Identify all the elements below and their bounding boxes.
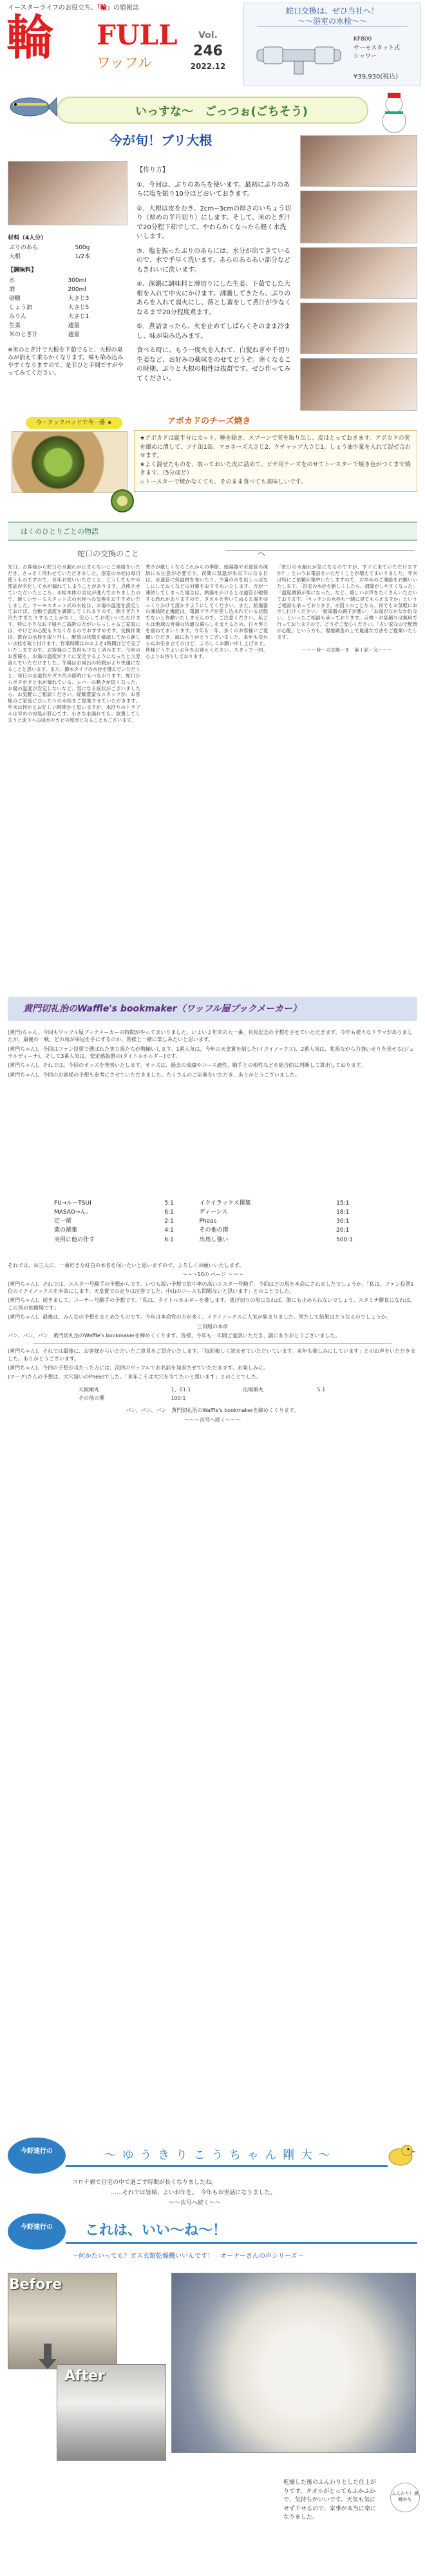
result-table (77, 1385, 348, 1404)
odds-value-a: 6:1 (164, 1209, 174, 1216)
ingredient-name: 大根 (9, 254, 21, 261)
story-left-text: 先日、お客様から蛇口の水漏れが止まらないとご連絡をいただき、さっそく伺わせていただきました。浴室の水栓は毎日使うものですので、長年お使いいただくと、どうしても中の部品が劣化して水が漏れてしまうことがあります。点検させていただいたところ、水栓本体の劣化が進んでおりましたので、新しいサーモスタット式の水栓への交換をおすすめいたしました。サーモスタット式の水栓は、お湯の温度を設定しておけば、自動で温度を調節してくれますので、熱すぎたり冷たすぎたりすることがなく、安心してお使いいただけます。特に小さなお子様やご高齢の方がいらっしゃるご家庭には、やけどの心配も少なくなるのでおすすめです。交換作業は、既存の水栓を取り外し、配管の状態を確認してから新しい水栓を取り付けます。作業時間はおおよそ1時間ほどで完了いたしますので、お客様のご負担も少なく済みます。今回のお客様も、お湯の温度がすぐに安定するようになったと大変喜んでいただけました。冬場はお風呂の時間がより快適になることと思います。また、節水タイプの水栓を選んでいただくと、毎日の水道代やガス代の節約にもつながります。蛇口からポタポタと水が漏れている、レバーの動きが固くなった、お湯の温度が安定しないなど、気になる症状がございましたら、お気軽にご相談ください。経験豊富なスタッフが、お客様のご家庭にぴったりの水栓をご提案させていただきます。年末は何かとお忙しい時期かと思いますが、水回りのトラブルは早めの対処が肝心です。小さな水漏れでも、放置してしまうと床下への浸水やカビの原因となることもございます。 (8, 564, 140, 724)
recipe-photo-1 (300, 135, 417, 187)
bookmaker-intro (8, 1029, 417, 1080)
imano-line-3: ～～次号へ続く～～ (169, 2200, 222, 2206)
ginger-name: 生姜 (9, 323, 21, 330)
ad-title: 蛇口交換は、ぜひ当社へ！ (285, 6, 379, 15)
imano-underline (66, 2242, 417, 2244)
result-label-2: 出場順丸 (243, 1386, 264, 1393)
odds-name-a: MASAO→ん。 (54, 1209, 92, 1216)
story-column-right (277, 564, 417, 989)
odds-name-a: 定一撰 (54, 1218, 72, 1225)
step-2: ②．大根は皮をむき、2cm~3cmの厚さのいちょう切り（厚めの半月切り）にします。そして、米のとぎ汁で20分程下茹でして、やわらかくなったら軽く水洗いします。 (137, 205, 292, 240)
story-middle-text: 寒さが厳しくなるこれからの季節、給湯器や水道管の凍結にも注意が必要です。夜間に気温が氷点下になる日は、水道管に保温材を巻いたり、少量の水を出しっぱなしにしておくなどの対策をおすすめいたします。万が一凍結してしまった場合は、熱湯をかけると水道管が破裂する恐れがありますので、タオルを巻いてぬるま湯をゆっくりかけて溶かすようにしてください。また、給湯器の凍結防止機能は、電源プラグが差し込まれている状態でないと作動いたしませんので、ご注意ください。私どもは地域の皆様の快適な暮らしを支えるため、日々努力を重ねてまいります。今年も一年、多くのお客様にご愛顧いただき、誠にありがとうございました。来年も変わらぬお引き立てのほど、よろしくお願い申し上げます。皆様どうぞよいお年をお迎えください。スタッフ一同、心よりお待ちしております。 (146, 564, 268, 659)
bookmaker-para-8: (黄門ちゃん)、最後は、みんなの予想をまとめたものです。今年は本命党の方が多く、イクイノックスに人気が集まりました。果たして結果はどうなるのでしょうか。 (8, 1314, 392, 1321)
seasoning-row (8, 285, 111, 294)
odds-value-a: 6:1 (164, 1236, 174, 1243)
result-row (79, 1395, 346, 1402)
bookmaker-para-10: (黄門ちゃん)、それでは最後に、お客様からいただいたご意見をご紹介いたします。「毎回楽しく読ませていただいています。来年も楽しみにしています」とのお声をいただきました。ありがとうございます。 (8, 1348, 415, 1362)
ingredient-amount: 500g (75, 245, 90, 252)
ad-spec (354, 35, 400, 62)
logo-kana: ワッフル (97, 55, 153, 71)
bookmaker-para-7: (黄門ちゃん)、続きまして、コーナー号騎手の予想です。「私は、タイトルホルダーを推します。逃げ切りの形になれば、誰にも止められないでしょう。スタミナ勝負になれば、この馬の独壇場です」 (8, 1297, 415, 1311)
odds-row (52, 1217, 386, 1226)
odds-value-b: 18:1 (336, 1209, 350, 1216)
imano-banner (66, 2144, 388, 2167)
seasoning-table (8, 276, 111, 340)
bookmaker-closing-2: ～～～次号へ続く～～～ (184, 1416, 241, 1423)
header (0, 0, 425, 90)
ginger-row (8, 321, 111, 330)
logo-full: FULL (97, 19, 178, 51)
ad-price: ¥39,930(税込) (354, 73, 399, 80)
odds-row (52, 1208, 386, 1217)
seasoning-name: みりん (9, 314, 27, 321)
snowman-icon (375, 90, 413, 135)
odds-value-a: 2:1 (164, 1218, 174, 1225)
odds-name-b: ディーシス (199, 1209, 228, 1216)
recipe-photo-4 (300, 303, 417, 354)
ad-subtitle: ～～浴室の水栓～～ (257, 16, 408, 27)
avocado-tag: 今・クックパッドで今一番 ★ (26, 417, 122, 429)
bookmaker-para-9: パン、パン、パン 黄門切礼治のWaffle's bookmakerを締めくくります。皆様、今年も一年間ご愛読いただき、誠にありがとうございました。 (8, 1332, 341, 1339)
fish-icon (6, 90, 58, 124)
result-value-2 (317, 1395, 346, 1402)
tagline-prefix: イースターライフのお役立ち、 (8, 5, 97, 12)
odds-value-b: 30:1 (336, 1218, 350, 1225)
avocado-line-1: ★アボカドは縦半分にカット。種を除き、スプーンで実を取り出し、皮はとっておきます。アボカドの実を細めに潰して、ツナ缶1缶、マヨネーズ大さじ2、ケチャップ大さじ1、しょう油少量を入れて混ぜ合わせます。 (140, 435, 411, 459)
bookmaker-odds-note-2: ～～～10の ページ ～～～ (182, 1272, 243, 1278)
imano-line-2: ……それでは皆様、よいお年を。 今年もお世話になりました。 (111, 2190, 276, 2196)
result-row (79, 1386, 346, 1393)
before-label: Before (9, 2277, 62, 2293)
imano-badge-2: 今野達行の (8, 2214, 66, 2250)
ingredients-table (8, 243, 111, 261)
vol-number: 246 (193, 42, 223, 59)
ingredient-name: ぶりのあら (9, 245, 39, 252)
imano-banner-text: ～ ゆ う き り こ う ち ゃ ん 剛 大 ～ (104, 2148, 332, 2162)
seasoning-amount: 300ml (68, 277, 86, 284)
towel-photo (171, 2273, 416, 2453)
bookmaker-para-5: それでは、お三人に、一番好きな紅白の本名を伺いたいと思いますので、よろしくお願いいたします。 (8, 1263, 245, 1268)
rice-water-name: 米のとぎ汁 (9, 332, 39, 339)
faucet-icon (250, 30, 347, 82)
odds-name-a: 菓の撰集 (54, 1227, 78, 1234)
step-serving: 食べる時に、もう一度火を入れて、白髪ねぎや千切り生姜など、お好みの薬味をのせてどうぞ。寒くなるこの時期、ぶりと大根の相性は抜群です。ぜひ作ってみてください。 (137, 347, 291, 382)
ingredients-panel (8, 229, 128, 377)
story-end-note: ～～～登～の交換～き 第１話・完～～～ (301, 647, 393, 653)
odds-name-b: Pheas (199, 1218, 217, 1225)
tagline-suffix: の情報誌 (113, 5, 139, 12)
seasoning-name: 砂糖 (9, 295, 21, 302)
seasoning-name: 酒 (9, 286, 15, 293)
seasoning-row (8, 312, 111, 321)
result-value: 1、01:1 (171, 1386, 191, 1393)
ad-model: KF800 (354, 36, 372, 42)
rice-water-amount: 適量 (68, 332, 80, 339)
result-label-2 (243, 1395, 316, 1402)
bookmaker-para-1: (黄門)ちゃん、今回もワッフル屋ブックメーカーの時間がやってまいりました。いよいよ年末の大一番、有馬記念の予想をさせていただきます。今年も様々なドラマがありましたが、最後の一戦、どの馬が栄冠を手にするのか、皆様と一緒に楽しみたいと思います。 (8, 1029, 413, 1043)
odds-name-b: 出馬し強い (199, 1236, 229, 1243)
avocado-line-2: ★よく混ぜたものを、取っておいた皮に詰めて、ピザ用チーズをのせてトースターで焼き色がつくまで焼きます。（5分ほど） (140, 461, 411, 476)
story-strip (8, 522, 417, 541)
ingredients-note: ※米のとぎ汁で大根を下茹でると、大根の臭みが消えて柔らかくなります。味も染み込みやすくなりますので、是非ひと手間ですがやってみてください。 (8, 346, 124, 377)
steps-heading: 【作り方】 (137, 167, 169, 174)
ingredient-amount: 1/2本 (75, 254, 90, 261)
seasoning-row (8, 294, 111, 303)
story-divider (225, 550, 415, 551)
after-label: After (64, 2368, 105, 2384)
recipe-photo-3 (300, 247, 417, 299)
result-label: その他の撰 (79, 1395, 104, 1402)
seasoning-amount: 200ml (68, 286, 86, 293)
odds-value-a: 4:1 (164, 1227, 174, 1234)
tagline-brand: 「輪」 (97, 5, 113, 12)
logo-main: 輪 (6, 10, 53, 66)
imano-title-2: これは、いい～ね～！ (85, 2223, 227, 2239)
odds-name-b: その他の撰 (199, 1227, 229, 1234)
story-heading-right: ヘ (258, 549, 266, 558)
odds-table (52, 1199, 386, 1245)
story-column-middle (146, 564, 268, 886)
story-column-left (8, 564, 140, 989)
seasoning-amount: 大さじ1 (68, 314, 90, 321)
recipe-banner-text: いっすな～ ごっつぉ(ごちそう) (135, 105, 308, 118)
imano-section-1 (8, 2138, 417, 2208)
step-3: ③．塩を振ったぶりのあらには、水分が出てきているので、水で手早く洗います。あらのあるあい部分などもきれいに洗います。 (137, 247, 290, 274)
ad-type1: サーモスタット式 (354, 44, 401, 52)
bookmaker-closing: パン、パン、パン 黄門切礼治のWaffle's bookmakerを締めくくります。 (126, 1407, 299, 1414)
odds-value-b: 20:1 (336, 1227, 350, 1234)
ingredient-row (8, 252, 111, 261)
faucet-ad (243, 3, 421, 86)
bird-icon (385, 2139, 417, 2168)
rice-water-row (8, 330, 111, 339)
bookmaker-para-2: (黄門ちゃん)、今回はファン投票で選ばれた実力馬たちが勢揃いします。1番人気は、今年の天皇賞を制した(イクイノックス)、2番人気は、牝馬ながら力強い走りを見せる(ジェラルディーナ)、そして3番人気は、安定感抜群の(タイトルホルダー)です。 (8, 1046, 415, 1060)
bookmaker-para-11: (黄門ちゃん)、今回の予想が当たった方には、次回のワッフルでお名前を発表させていただきます。お楽しみに。 (8, 1364, 269, 1371)
seasoning-name: しょう油 (9, 304, 33, 311)
odds-row (52, 1226, 386, 1235)
imano-line-1: コロナ禍で自宅の中で過ごす時間が長くなりましたね。 (72, 2179, 218, 2186)
odds-value-b: 15:1 (336, 1200, 350, 1207)
bookmaker-band (8, 997, 417, 1021)
step-5: ⑤．煮詰まったら、火を止めてしばらくそのまま冷まし、味が染み込みます。 (137, 323, 290, 340)
bookmaker-para-6: (黄門ちゃん)、それでは、エスタ一号騎手の予想からです。いつも鋭い予想で的中率の高いエスタ一号騎手、今回はどの馬を本命にされましたでしょうか。「私は、ファン投票1位のイクイノックスを本命にします。天皇賞での走りは圧巻でした。中山のコースも問題ないと思います」とのことでした。 (8, 1281, 414, 1295)
story-heading-left: 蛇口の交換のこと (77, 549, 140, 558)
seasoning-name: 水 (9, 277, 15, 284)
avocado-instructions (134, 430, 417, 492)
seasoning-amount: 大さじ3 (68, 295, 90, 302)
bookmaker-para-4: (黄門ちゃん)、今回のお客様の予想も参考にさせていただきました。たくさんのご応募をいただき、ありがとうございました。 (8, 1071, 300, 1078)
odds-name-a: 実用に他の仕す (54, 1236, 95, 1243)
odds-row (52, 1236, 386, 1245)
imano-section-2 (8, 2214, 417, 2271)
odds-value-a: 5:1 (164, 1200, 174, 1207)
bubble-tag: ふんわり！感触かも (390, 2483, 420, 2512)
odds-value-b: 500:1 (336, 1236, 354, 1243)
imano-subtitle-2: ～何かたいっても？ガス衣類乾燥機いいんです！ オーナーさんの声シリーズ～ (72, 2253, 304, 2260)
seasoning-heading: 【調味料】 (8, 267, 37, 274)
ad-type2: シャワー (354, 53, 377, 60)
recipe-steps (137, 166, 292, 389)
imano-badge: 今野達行の (8, 2138, 66, 2174)
bookmaker-separator (33, 1343, 392, 1344)
recipe-photo-5 (300, 358, 417, 411)
recipe-title: 今が旬！ブリ大根 (109, 133, 212, 148)
bookmaker-title: 黄門切礼治のWaffle's bookmaker（ワッフル屋ブックメーカー） (23, 1004, 302, 1014)
seasoning-amount: 大さじ5 (68, 304, 90, 311)
story-right-text: 「蛇口の水漏れが気になるのですが、すぐに来ていただけますか？」というお電話をいただくことが増えてまいりました。年末は特にご依頼が集中いたしますので、お早めのご連絡をお願いいたします。「浴室の水栓を新しくしたら、掃除がしやすくなった」「温度調節が楽になった」など、嬉しいお声をたくさんいただいております。「キッチンの水栓も一緒に見てもらえますか」というご相談も承っております。水回りのことなら、何でもお気軽にお申し付けください。「給湯器の調子が悪い」「お湯がなかなか出ない」といったご相談も承っております。点検・お見積りは無料で行っておりますので、どうぞご安心ください。「古い家なので配管が心配」という方も、現地調査の上で最適な方法をご提案いたします。 (277, 564, 417, 641)
story-strip-title: はくのひとりごとの物語 (21, 527, 99, 536)
arrow-down-icon (39, 2344, 57, 2369)
issue-date: 2022.12 (190, 61, 226, 71)
seasoning-row (8, 303, 111, 312)
odds-name-a: FU→ルーTSUI (54, 1200, 91, 1207)
bookmaker-para-3: (黄門ちゃん)、それでは、今回のオッズを発表いたします。オッズは、過去の成績やコース適性、騎手との相性などを総合的に判断して算出しております。 (8, 1062, 366, 1069)
avocado-line-3: ☆トースターで焼かなくても、そのまま食べても美味しいです。 (140, 478, 307, 485)
recipe-photo-2 (300, 191, 417, 243)
seasoning-row (8, 276, 111, 285)
bookmaker-para-12: (マーク)さんの予想は、大穴狙いのPheasでした。「来年こそは大穴を当てたいと思います」とのことでした。 (8, 1374, 262, 1380)
odds-row (52, 1199, 386, 1208)
result-value: 100:1 (171, 1395, 186, 1402)
ingredient-row (8, 243, 111, 252)
result-label: 天候順丸 (79, 1386, 99, 1393)
towel-caption: 乾燥した後のふんわりとした仕上がりです。タオルがとってもふかふかで、気持ちがいいです。天気も気にせず干せるので、家事が本当に楽になりました。 (283, 2479, 377, 2521)
result-value-2: 5:1 (317, 1386, 326, 1393)
odds-name-b: イクイラックス撰集 (199, 1200, 251, 1207)
recipe-banner (57, 97, 368, 124)
ingredients-heading: 材料（4人分） (8, 235, 47, 241)
step-1: ①．今回は、ぶりのあらを使います。最初にぶりのあらに塩を振り10分ほどおいておきます。 (137, 181, 290, 198)
step-4: ④．深鍋に調味料と薄切りにした生姜、下茹でした大根を入れて中火にかけます。沸騰してきたら、ぶりのあらを入れて弱火にし、落とし蓋をして煮汁が少なくなるまで20分程度煮ます。 (137, 281, 291, 316)
ginger-amount: 適量 (68, 323, 80, 330)
volume-block (180, 30, 236, 77)
vol-label: Vol. (198, 30, 218, 41)
bookmaker-odds-note: 三田組の本命 (197, 1323, 228, 1330)
bookmaker-middle (8, 1262, 417, 1425)
recipe-photo-main (8, 161, 128, 225)
avocado-title: アボカドのチーズ焼き (167, 417, 251, 426)
avocado-slice-icon (111, 489, 134, 512)
avocado-photo (12, 431, 128, 493)
